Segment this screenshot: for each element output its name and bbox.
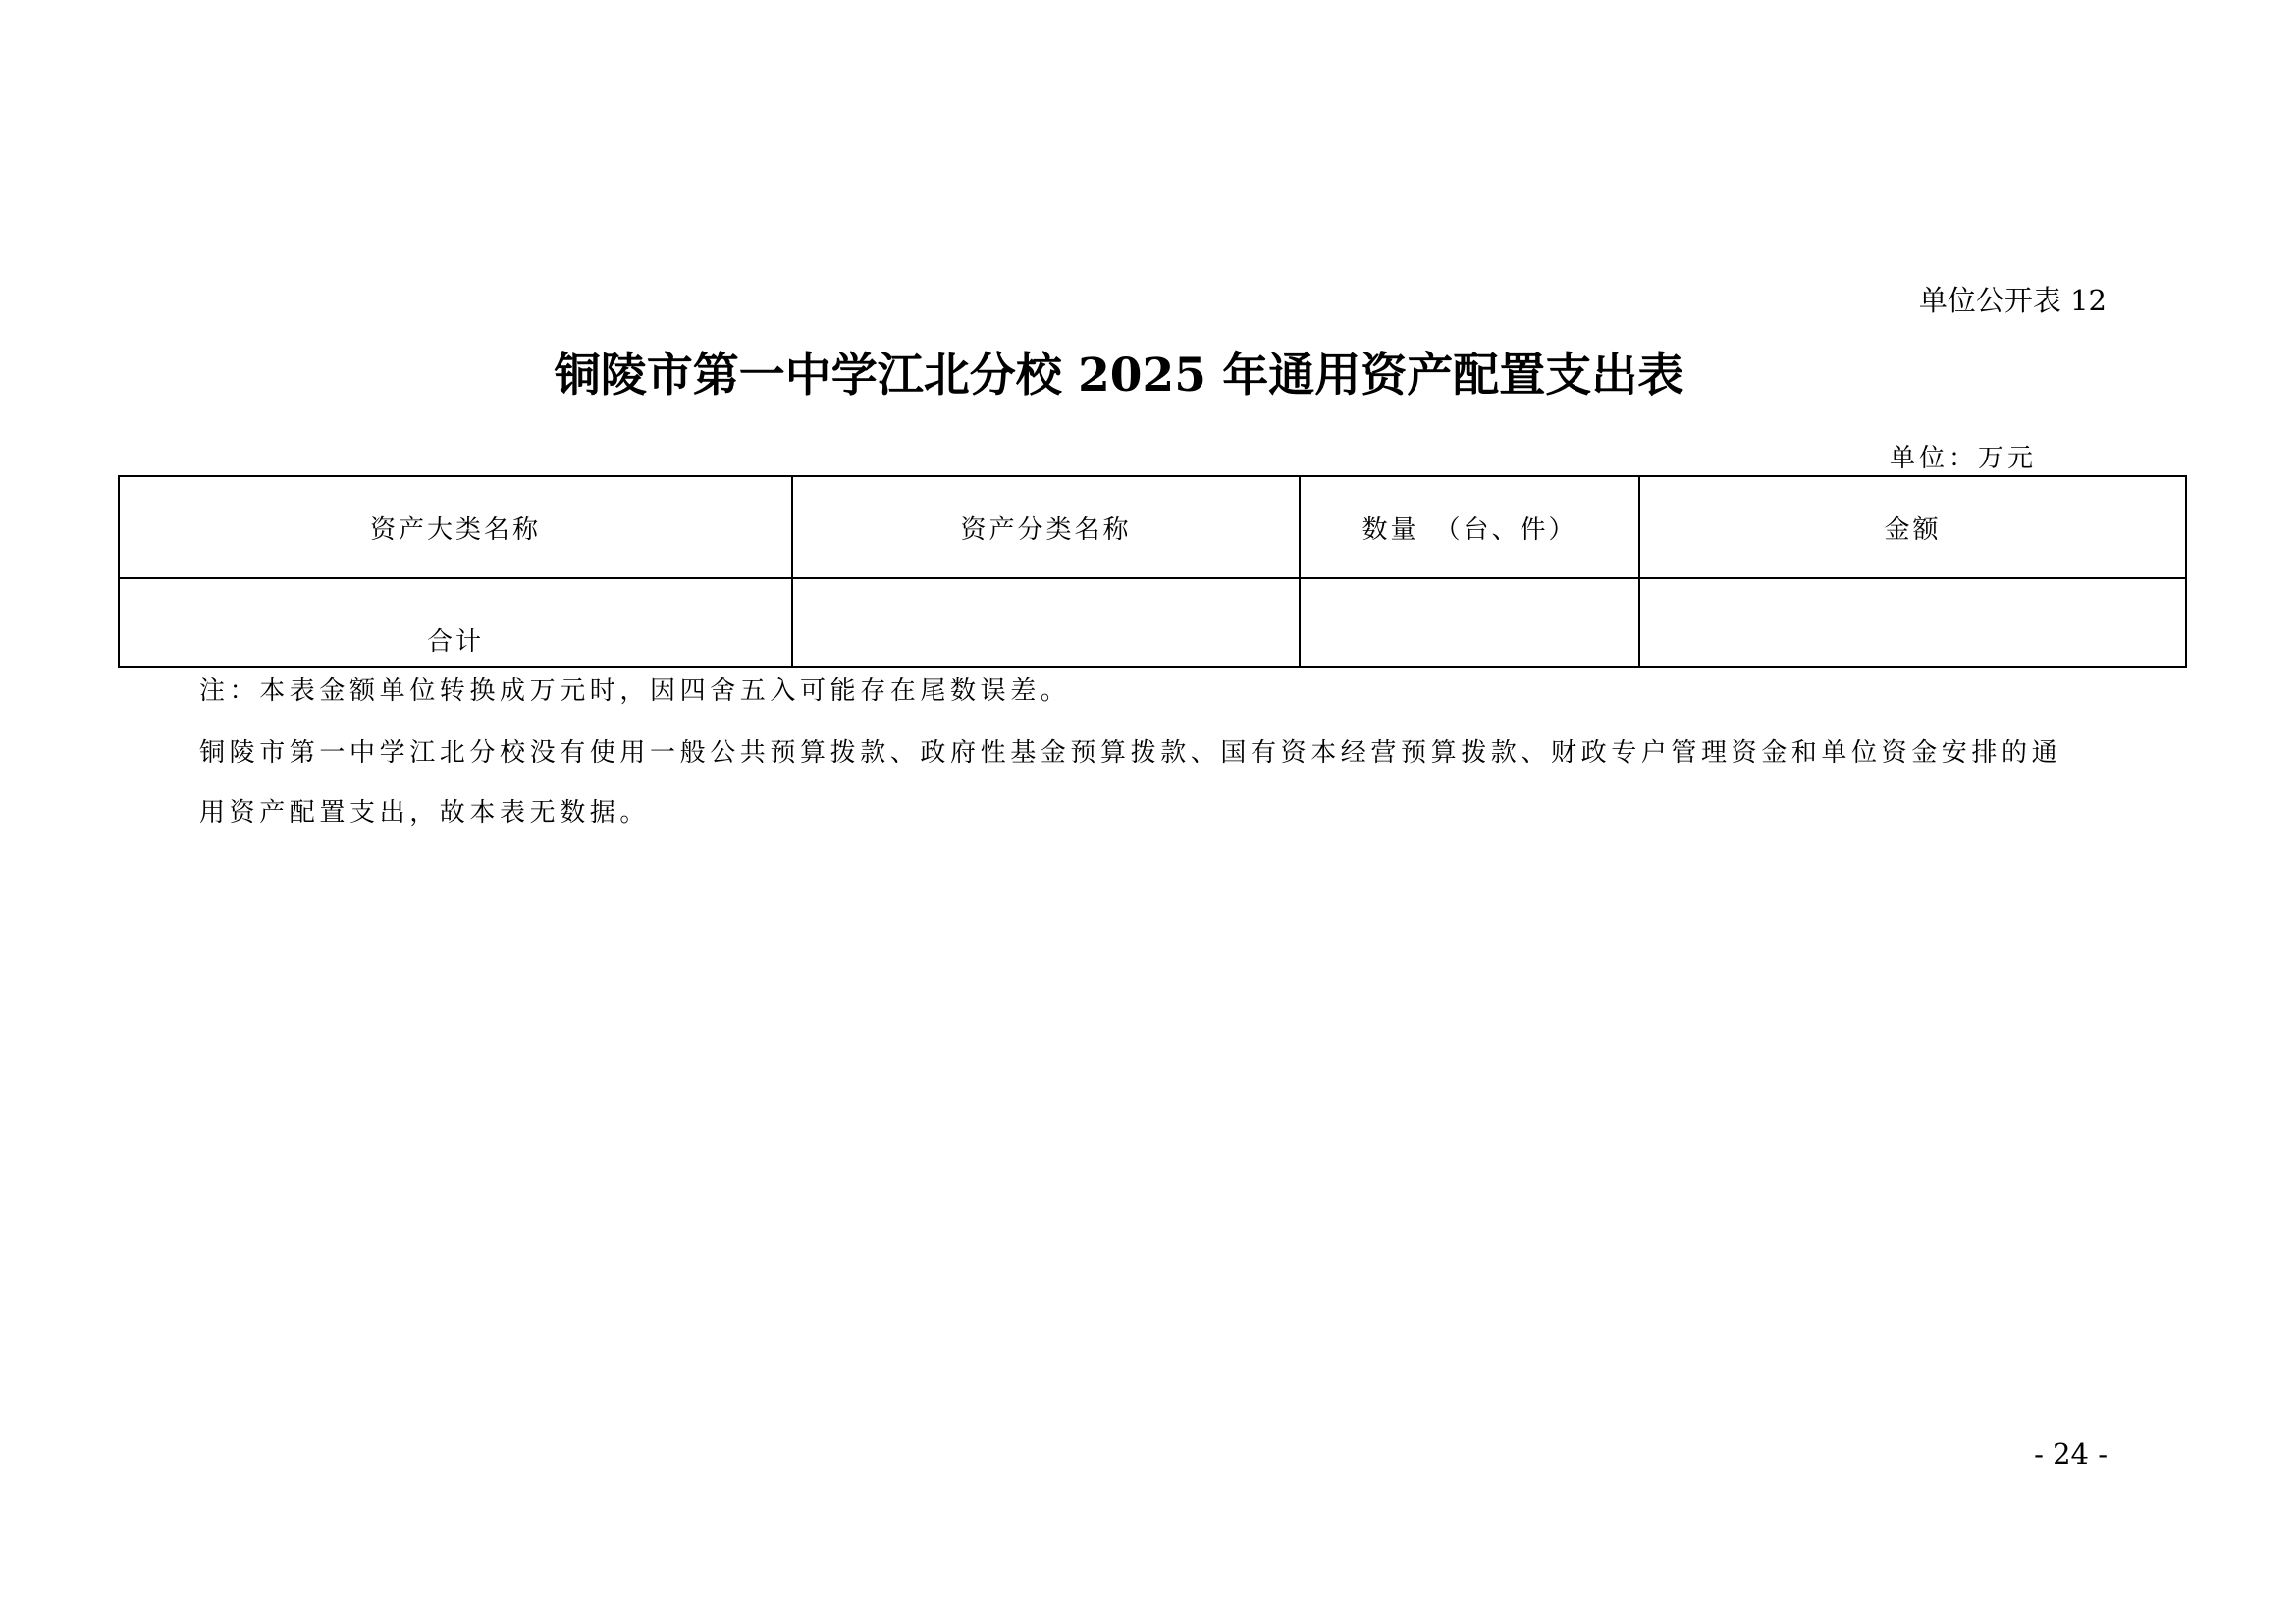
page-title: 铜陵市第一中学江北分校 2025 年通用资产配置支出表 <box>554 349 1684 403</box>
asset-expenditure-table <box>118 475 2187 668</box>
total-amount-cell <box>1639 578 2186 667</box>
total-quantity-cell <box>1300 578 1639 667</box>
rounding-note: 注：本表金额单位转换成万元时，因四舍五入可能存在尾数误差。 <box>199 677 1071 706</box>
table-row-total <box>119 578 2186 667</box>
header-asset-subcategory: 资产分类名称 <box>792 476 1300 578</box>
no-data-explanation: 铜陵市第一中学江北分校没有使用一般公共预算拨款、政府性基金预算拨款、国有资本经营预算拨款、财政专户管理资金和单位资金安排的通用资产配置支出，故本表无数据。 <box>199 738 2062 828</box>
total-subcategory-cell <box>792 578 1300 667</box>
table-label: 单位公开表 12 <box>1918 284 2107 317</box>
header-quantity: 数量 （台、件） <box>1300 476 1639 578</box>
total-label-cell: 合计 <box>119 578 792 667</box>
page-number: - 24 - <box>2034 1437 2108 1471</box>
unit-label: 单位：万元 <box>1889 444 2037 473</box>
header-asset-category: 资产大类名称 <box>119 476 792 578</box>
table-header-row <box>119 476 2186 578</box>
header-amount: 金额 <box>1639 476 2186 578</box>
